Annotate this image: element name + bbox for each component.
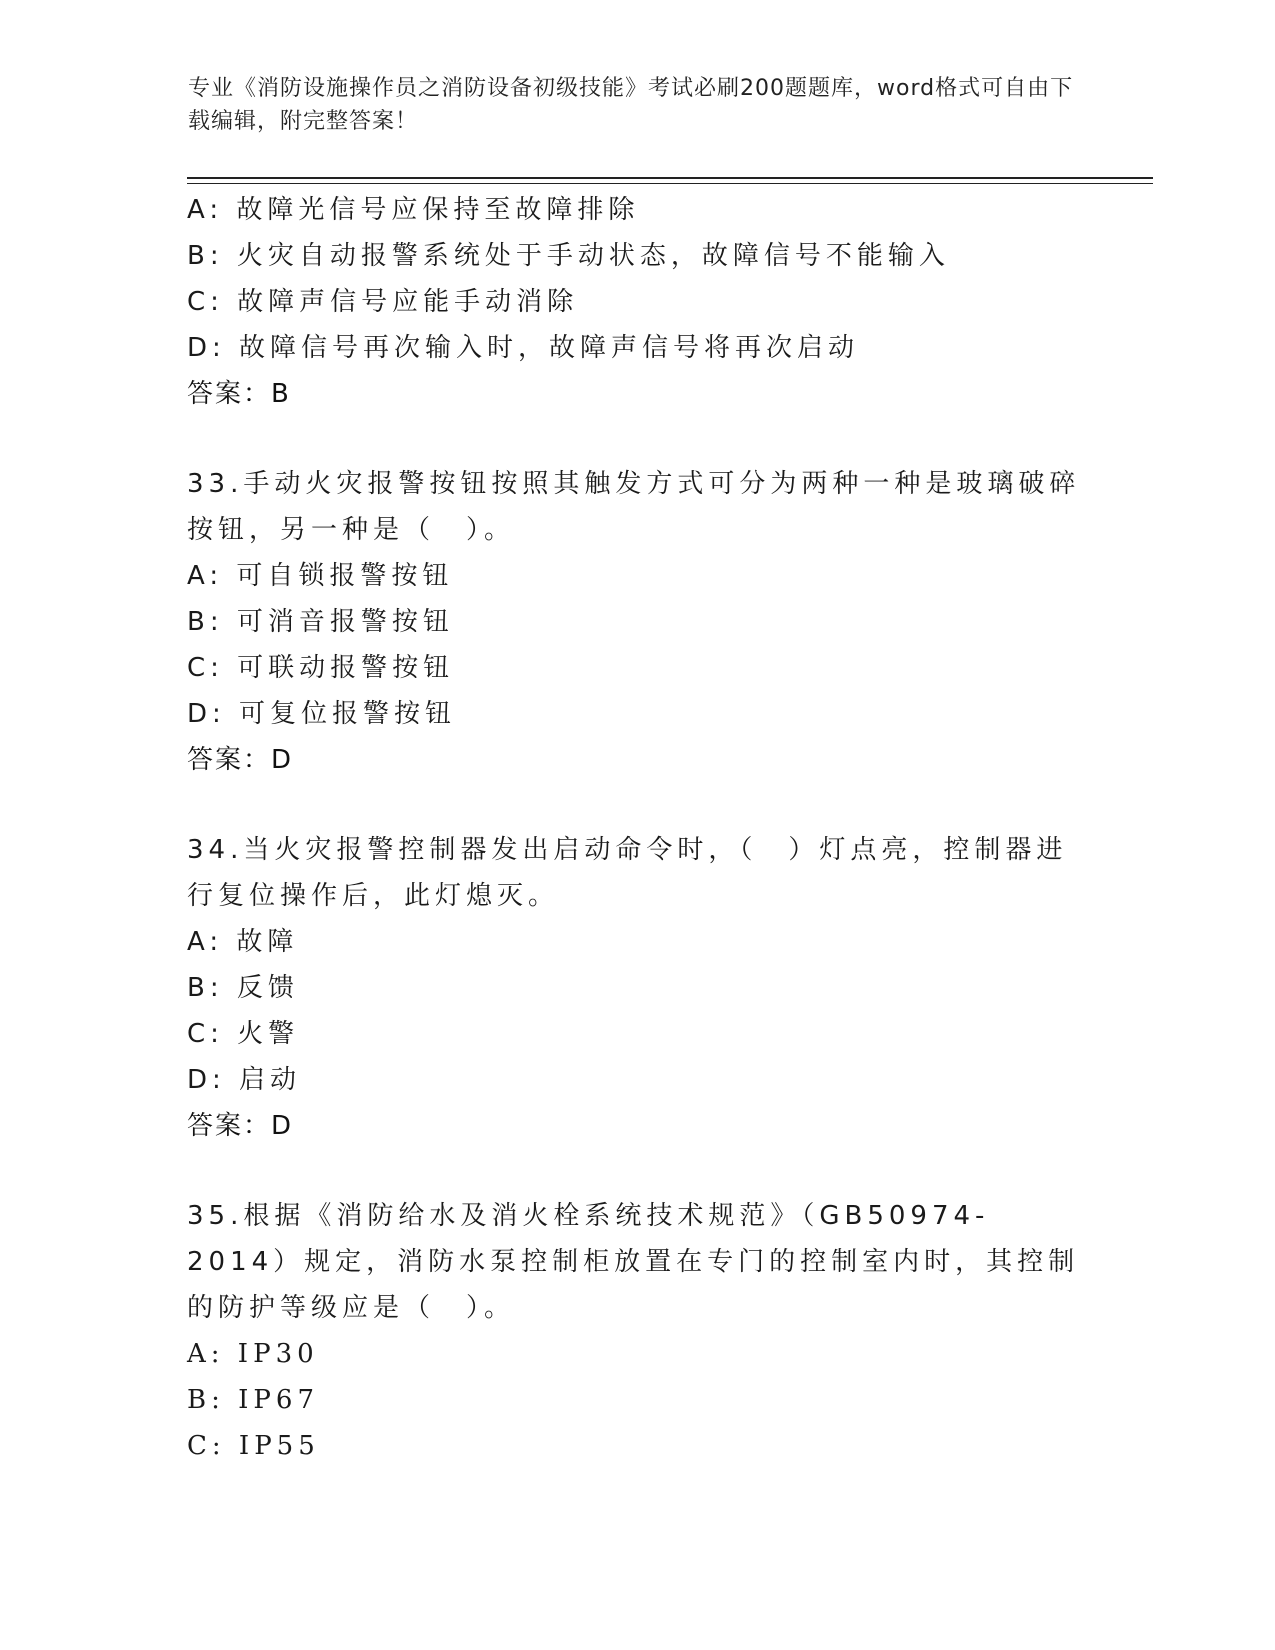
answer-label: 答案：D: [187, 745, 294, 775]
option-b: B: IP67: [187, 1385, 319, 1415]
option-a: A: 故障光信号应保持至故障排除: [187, 195, 640, 225]
answer-label: 答案：B: [187, 379, 291, 409]
option-c: C: 故障声信号应能手动消除: [187, 287, 579, 317]
question-text: 35.根据《消防给水及消火栓系统技术规范》（GB50974-2014）规定，消防水泵控制柜放置在专门的控制室内时，其控制的防护等级应是（ ）。: [187, 1201, 1080, 1323]
option-d: D: 故障信号再次输入时，故障声信号将再次启动: [187, 333, 860, 363]
document-header: 专业《消防设施操作员之消防设备初级技能》考试必刷200题题库，word格式可自由下载编辑，附完整答案！: [188, 76, 1074, 134]
option-a: A: 故障: [187, 927, 299, 957]
question-text: 33.手动火灾报警按钮按照其触发方式可分为两种一种是玻璃破碎按钮，另一种是（ ）。: [187, 469, 1081, 545]
header-divider-thin: [187, 183, 1153, 184]
option-c: C: IP55: [187, 1431, 320, 1461]
option-b: B: 火灾自动报警系统处于手动状态，故障信号不能输入: [187, 241, 950, 271]
question-block-34: [187, 827, 1087, 1149]
option-c: C: 可联动报警按钮: [187, 653, 455, 683]
option-d: D: 可复位报警按钮: [187, 699, 457, 729]
question-block-35: [187, 1193, 1087, 1469]
question-block-33: [187, 461, 1087, 783]
option-a: A: 可自锁报警按钮: [187, 561, 454, 591]
option-d: D: 启动: [187, 1065, 302, 1095]
option-c: C: 火警: [187, 1019, 300, 1049]
question-content: [187, 187, 1087, 1469]
answer-label: 答案：D: [187, 1111, 294, 1141]
header-divider: [187, 177, 1153, 179]
option-b: B: 反馈: [187, 973, 299, 1003]
question-block-32: [187, 187, 1087, 417]
option-a: A: IP30: [187, 1339, 319, 1369]
option-b: B: 可消音报警按钮: [187, 607, 454, 637]
question-text: 34.当火灾报警控制器发出启动命令时，（ ）灯点亮，控制器进行复位操作后，此灯熄灭。: [187, 835, 1068, 911]
